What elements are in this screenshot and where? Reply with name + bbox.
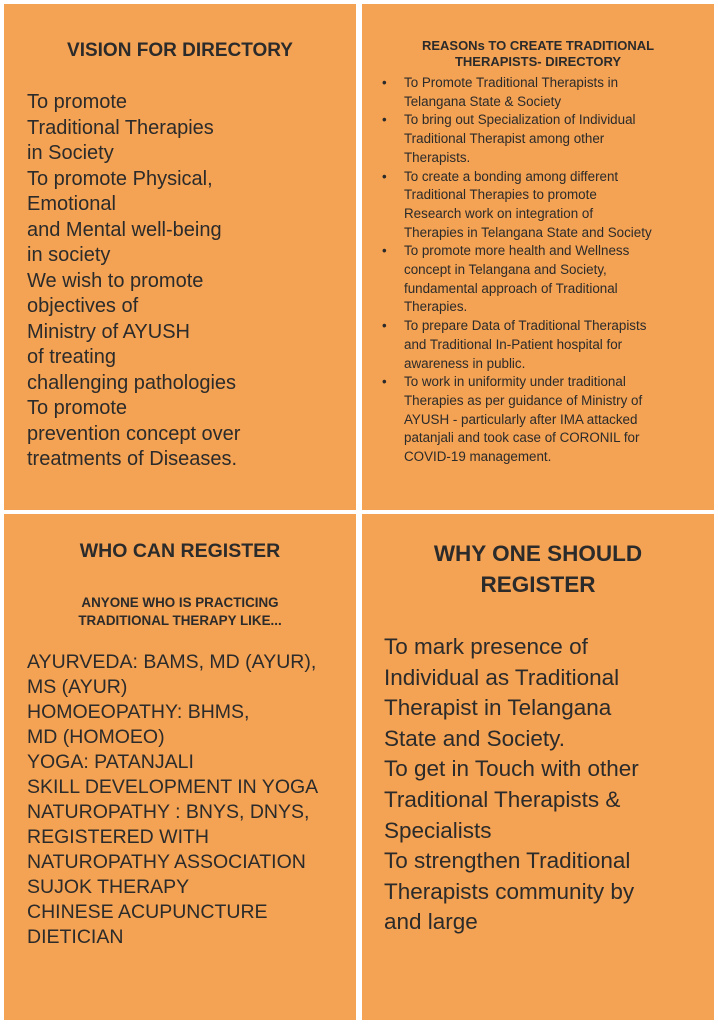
why-line: and large [384, 909, 478, 935]
vision-line: and Mental well-being [27, 218, 222, 241]
reason-line: • To work in uniformity under traditional [404, 374, 626, 390]
reason-line: Research work on integration of [404, 205, 594, 221]
vision-line: Ministry of AYUSH [27, 320, 190, 343]
reason-line: • To create a bonding among different [404, 168, 619, 184]
reasons-list-item [382, 74, 706, 111]
therapy-line: AYURVEDA: BAMS, MD (AYUR), [27, 651, 317, 673]
reason-line: • To promote more health and Wellness [404, 243, 630, 259]
why-register-panel [362, 514, 714, 1020]
therapy-line: MS (AYUR) [27, 676, 128, 698]
reasons-list-item [382, 317, 706, 373]
why-line: Individual as Traditional [384, 664, 620, 690]
reasons-list-item [382, 111, 706, 167]
therapy-list [27, 650, 318, 950]
reasons-list-item [382, 168, 706, 243]
reason-line: • To Promote Traditional Therapists in [404, 75, 619, 90]
vision-line: in society [27, 244, 111, 266]
therapy-line: SUJOK THERAPY [27, 876, 190, 898]
vision-line: To promote [27, 397, 128, 419]
reason-line: Therapies in Telangana State and Society [404, 224, 652, 240]
who-can-register-title: WHO CAN REGISTER [79, 540, 281, 562]
vision-line: prevention concept over [27, 422, 241, 445]
why-line: To mark presence of [384, 634, 588, 659]
vision-line: We wish to promote [27, 269, 204, 292]
why-title-line: WHY ONE SHOULD [433, 541, 643, 566]
therapy-line: REGISTERED WITH [27, 826, 210, 848]
vision-text [27, 90, 240, 473]
reason-line: AYUSH - particularly after IMA attacked [404, 411, 638, 427]
reason-line: Therapists. [404, 149, 471, 165]
reason-line: Traditional Therapist among other [404, 131, 605, 147]
therapy-line: YOGA: PATANJALI [27, 751, 194, 773]
vision-line: of treating [27, 346, 116, 368]
reason-line: COVID-19 management. [404, 449, 552, 465]
why-line: State and Society. [384, 725, 565, 751]
why-register-title [362, 538, 714, 600]
who-can-register-panel [4, 514, 356, 1020]
why-line: Traditional Therapists & [384, 786, 621, 812]
therapy-line: DIETICIAN [27, 926, 124, 948]
why-line: Therapist in Telangana [384, 695, 612, 721]
reason-line: • To bring out Specialization of Individual [404, 112, 636, 128]
reason-line: Therapies. [404, 299, 468, 315]
reason-line: Traditional Therapies to promote [404, 187, 597, 203]
why-line: Specialists [384, 817, 492, 843]
vision-line: Traditional Therapies [27, 116, 214, 139]
therapy-line: MD (HOMOEO) [27, 726, 165, 748]
reason-line: Telangana State & Society [404, 93, 562, 109]
therapy-line: HOMOEOPATHY: BHMS, [27, 701, 250, 723]
vision-line: Emotional [27, 193, 116, 215]
reasons-title [372, 38, 704, 70]
therapy-line: NATUROPATHY ASSOCIATION [27, 851, 306, 873]
why-line: To get in Touch with other [384, 756, 639, 782]
therapy-line: NATUROPATHY : BNYS, DNYS, [27, 801, 310, 823]
reason-line: concept in Telangana and Society, [404, 262, 607, 278]
reason-line: patanjali and took case of CORONIL for [404, 430, 640, 446]
who-can-register-subtitle [4, 594, 356, 630]
vision-line: To promote [27, 91, 128, 113]
why-line: Therapists community by [384, 878, 635, 904]
subtitle-line: TRADITIONAL THERAPY LIKE... [78, 613, 282, 628]
reason-line: fundamental approach of Traditional [404, 280, 618, 296]
reasons-list-item [382, 373, 706, 467]
reason-line: awareness in public. [404, 355, 526, 371]
why-line: To strengthen Traditional [384, 848, 631, 874]
reasons-list [382, 74, 706, 467]
why-register-text [384, 632, 639, 938]
vision-panel [4, 4, 356, 510]
reason-line: • To prepare Data of Traditional Therapists [404, 318, 647, 334]
vision-line: objectives of [27, 295, 139, 317]
reasons-list-item [382, 242, 706, 317]
therapy-line: CHINESE ACUPUNCTURE [27, 901, 268, 923]
vision-line: challenging pathologies [27, 371, 237, 394]
reasons-panel [362, 4, 714, 510]
vision-title: VISION FOR DIRECTORY [67, 40, 293, 61]
vision-line: in Society [27, 142, 114, 164]
reasons-title-line: REASONs TO CREATE TRADITIONAL [421, 38, 655, 53]
vision-line: To promote Physical, [27, 167, 213, 190]
why-title-line: REGISTER [480, 572, 596, 597]
subtitle-line: ANYONE WHO IS PRACTICING [81, 595, 279, 610]
reason-line: Therapies as per guidance of Ministry of [404, 392, 643, 408]
reason-line: and Traditional In-Patient hospital for [404, 336, 623, 352]
therapy-line: SKILL DEVELOPMENT IN YOGA [27, 776, 319, 798]
vision-line: treatments of Diseases. [27, 448, 238, 470]
reasons-title-line: THERAPISTS- DIRECTORY [454, 54, 622, 69]
